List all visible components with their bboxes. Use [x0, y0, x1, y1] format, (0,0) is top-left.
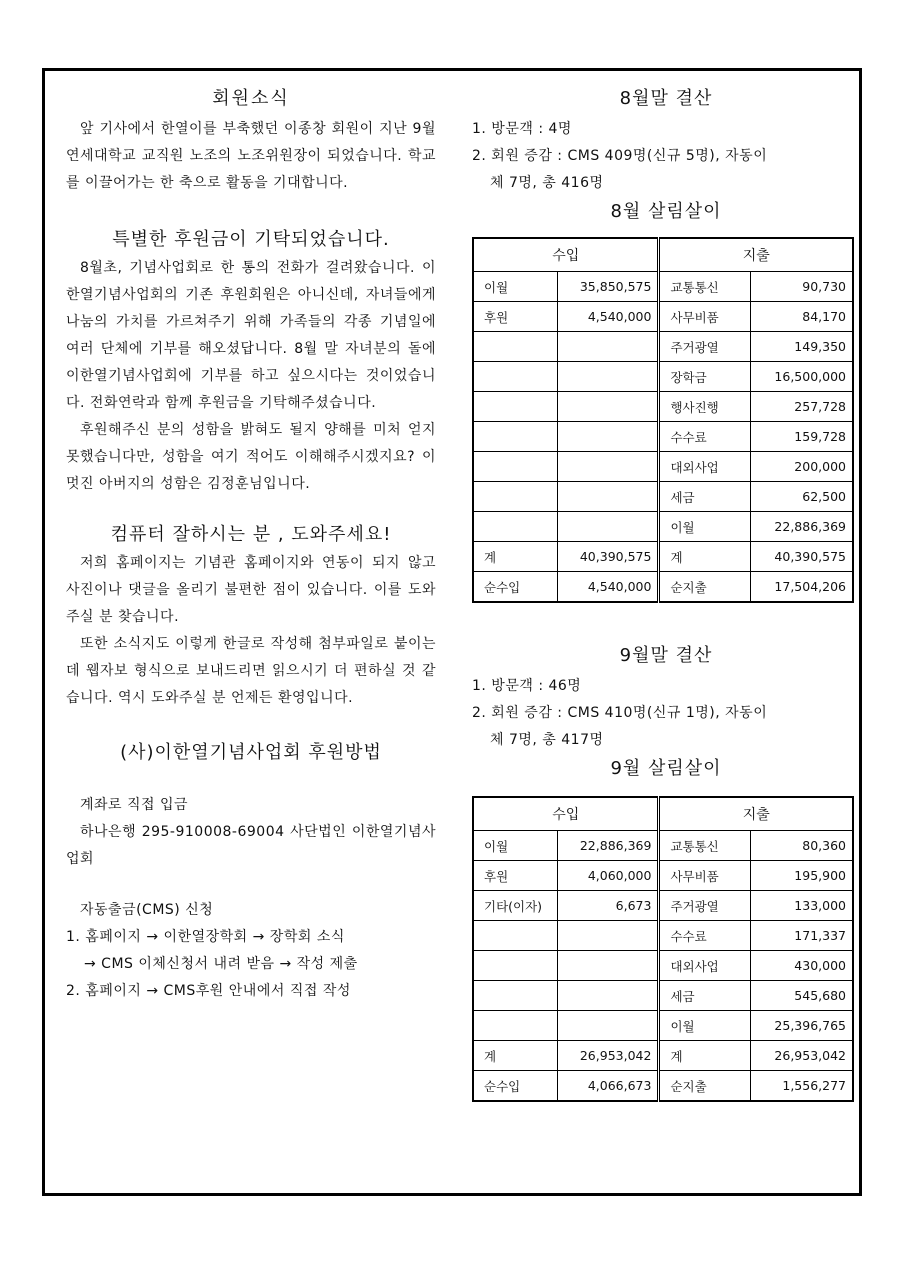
expense-item-amount: 26,953,042: [750, 1041, 853, 1071]
income-item-label: 이월: [473, 831, 558, 861]
income-item-amount: 4,540,000: [558, 302, 659, 332]
cms-step-1: 1. 홈페이지 → 이한열장학회 → 장학회 소식: [66, 929, 345, 945]
expense-item-amount: 80,360: [750, 831, 853, 861]
table-row: [473, 861, 853, 891]
expense-item-amount: 62,500: [750, 482, 853, 512]
income-item-label: [473, 981, 558, 1011]
expense-item-label: 세금: [659, 981, 750, 1011]
direct-deposit-label: 계좌로 직접 입금: [80, 797, 189, 813]
donation-title: 특별한 후원금이 기탁되었습니다.: [112, 229, 390, 250]
expense-item-amount: 200,000: [750, 452, 853, 482]
sep-settlement-title: 9월말 결산: [619, 645, 713, 666]
sep-ledger-title: 9월 살림살이: [610, 758, 722, 779]
income-item-label: [473, 951, 558, 981]
income-item-amount: [558, 1011, 659, 1041]
right-column: [472, 84, 860, 1102]
member-news-text: 앞 기사에서 한열이를 부축했던 이종창 회원이 지난 9월 연세대학교 교직원 노조의 노조위원장이 되었습니다. 학교를 이끌어가는 한 축으로 활동을 기대합니다.: [66, 121, 436, 191]
income-item-label: 기타(이자): [473, 891, 558, 921]
computer-help-title: 컴퓨터 잘하시는 분 , 도와주세요!: [110, 524, 392, 545]
expense-item-label: 사무비품: [659, 302, 750, 332]
expense-item-amount: 90,730: [750, 272, 853, 302]
left-column: [66, 84, 436, 1005]
support-method-title: (사)이한열기념사업회 후원방법: [120, 742, 382, 763]
income-item-label: [473, 392, 558, 422]
expense-item-label: 수수료: [659, 921, 750, 951]
expense-item-label: 주거광열: [659, 891, 750, 921]
expense-item-label: 교통통신: [659, 831, 750, 861]
table-row: [473, 542, 853, 572]
sep-members-cont: 체 7명, 총 417명: [490, 732, 604, 748]
income-item-amount: 40,390,575: [558, 542, 659, 572]
expense-item-label: 세금: [659, 482, 750, 512]
expense-header: 지출: [659, 797, 853, 831]
income-item-amount: [558, 482, 659, 512]
table-row: [473, 831, 853, 861]
aug-settlement-title: 8월말 결산: [619, 88, 713, 109]
income-item-label: 후원: [473, 302, 558, 332]
expense-item-amount: 257,728: [750, 392, 853, 422]
income-item-amount: 26,953,042: [558, 1041, 659, 1071]
expense-item-label: 주거광열: [659, 332, 750, 362]
expense-item-amount: 171,337: [750, 921, 853, 951]
expense-item-label: 계: [659, 542, 750, 572]
income-item-amount: [558, 362, 659, 392]
sep-members: 2. 회원 증감 : CMS 410명(신규 1명), 자동이: [472, 705, 768, 721]
support-method-section: [66, 738, 436, 1005]
income-item-amount: 4,060,000: [558, 861, 659, 891]
income-item-label: [473, 422, 558, 452]
expense-item-amount: 159,728: [750, 422, 853, 452]
income-item-amount: 35,850,575: [558, 272, 659, 302]
sep-visitors: 1. 방문객 : 46명: [472, 678, 582, 694]
expense-item-amount: 16,500,000: [750, 362, 853, 392]
expense-item-label: 이월: [659, 512, 750, 542]
aug-settlement-section: [472, 84, 860, 603]
aug-ledger-table: [472, 237, 854, 603]
expense-item-label: 계: [659, 1041, 750, 1071]
table-row: [473, 921, 853, 951]
table-row: [473, 891, 853, 921]
computer-help-text-2: 또한 소식지도 이렇게 한글로 작성해 첨부파일로 붙이는데 웹자보 형식으로 보내드리면 읽으시기 더 편하실 것 같습니다. 역시 도와주실 분 언제든 환영입니다.: [66, 636, 436, 706]
income-item-amount: 22,886,369: [558, 831, 659, 861]
cms-step-2: 2. 홈페이지 → CMS후원 안내에서 직접 작성: [66, 983, 351, 999]
income-item-label: 후원: [473, 861, 558, 891]
income-item-label: [473, 921, 558, 951]
income-item-amount: [558, 921, 659, 951]
income-header: 수입: [473, 238, 659, 272]
income-item-label: [473, 332, 558, 362]
aug-members: 2. 회원 증감 : CMS 409명(신규 5명), 자동이: [472, 148, 768, 164]
expense-item-label: 사무비품: [659, 861, 750, 891]
table-row: [473, 302, 853, 332]
expense-item-amount: 1,556,277: [750, 1071, 853, 1102]
aug-members-cont: 체 7명, 총 416명: [490, 175, 604, 191]
expense-item-label: 순지출: [659, 1071, 750, 1102]
income-item-amount: 4,066,673: [558, 1071, 659, 1102]
table-row: [473, 392, 853, 422]
expense-item-amount: 84,170: [750, 302, 853, 332]
table-row: [473, 332, 853, 362]
computer-help-text-1: 저희 홈페이지는 기념관 홈페이지와 연동이 되지 않고 사진이나 댓글을 올리기 불편한 점이 있습니다. 이를 도와주실 분 찾습니다.: [66, 555, 436, 625]
income-item-label: 이월: [473, 272, 558, 302]
expense-item-label: 이월: [659, 1011, 750, 1041]
income-item-amount: [558, 332, 659, 362]
expense-item-amount: 40,390,575: [750, 542, 853, 572]
table-row: [473, 422, 853, 452]
expense-item-label: 행사진행: [659, 392, 750, 422]
sep-ledger-table: [472, 796, 854, 1102]
table-row: [473, 1041, 853, 1071]
expense-header: 지출: [659, 238, 853, 272]
table-row: [473, 482, 853, 512]
sep-settlement-section: [472, 641, 860, 1102]
income-item-label: [473, 512, 558, 542]
income-item-amount: [558, 392, 659, 422]
table-row: [473, 512, 853, 542]
expense-item-amount: 430,000: [750, 951, 853, 981]
table-row: [473, 981, 853, 1011]
expense-item-amount: 25,396,765: [750, 1011, 853, 1041]
expense-item-amount: 22,886,369: [750, 512, 853, 542]
cms-step-1-cont: → CMS 이체신청서 내려 받음 → 작성 제출: [84, 956, 358, 972]
table-row: [473, 951, 853, 981]
expense-item-label: 대외사업: [659, 951, 750, 981]
expense-item-label: 수수료: [659, 422, 750, 452]
income-item-label: 계: [473, 542, 558, 572]
income-item-label: [473, 482, 558, 512]
income-item-label: 순수입: [473, 1071, 558, 1102]
income-item-amount: [558, 422, 659, 452]
expense-item-amount: 133,000: [750, 891, 853, 921]
table-row: [473, 572, 853, 603]
expense-item-amount: 17,504,206: [750, 572, 853, 603]
income-item-amount: [558, 512, 659, 542]
member-news-title: 회원소식: [212, 88, 290, 109]
income-item-label: [473, 1011, 558, 1041]
table-row: [473, 1071, 853, 1102]
income-item-amount: [558, 452, 659, 482]
computer-help-section: [66, 520, 436, 712]
income-item-label: 순수입: [473, 572, 558, 603]
income-item-label: 계: [473, 1041, 558, 1071]
income-item-amount: [558, 981, 659, 1011]
table-row: [473, 452, 853, 482]
income-item-amount: 6,673: [558, 891, 659, 921]
donation-text-2: 후원해주신 분의 성함을 밝혀도 될지 양해를 미처 얻지 못했습니다만, 성함을 여기 적어도 이해해주시겠지요? 이 멋진 아버지의 성함은 김정훈님입니다.: [66, 422, 436, 492]
bank-account: 하나은행 295-910008-69004 사단법인 이한열기념사업회: [66, 824, 436, 867]
expense-item-label: 순지출: [659, 572, 750, 603]
expense-item-label: 장학금: [659, 362, 750, 392]
expense-item-label: 대외사업: [659, 452, 750, 482]
table-row: [473, 272, 853, 302]
income-item-label: [473, 362, 558, 392]
expense-item-amount: 195,900: [750, 861, 853, 891]
income-item-amount: 4,540,000: [558, 572, 659, 603]
expense-item-label: 교통통신: [659, 272, 750, 302]
table-row: [473, 1011, 853, 1041]
donation-section: [66, 225, 436, 498]
aug-ledger-title: 8월 살림살이: [610, 201, 722, 222]
aug-visitors: 1. 방문객 : 4명: [472, 121, 572, 137]
expense-item-amount: 149,350: [750, 332, 853, 362]
donation-text-1: 8월초, 기념사업회로 한 통의 전화가 걸려왔습니다. 이한열기념사업회의 기존 후원회원은 아니신데, 자녀들에게 나눔의 가치를 가르쳐주기 위해 가족들의 각종 기념일에 여러 단체에 기부를 해오셨답니다. 8월 말 자녀분의 돌에 이한열기념사업회에 기부를 하고 싶으시다는 것이었습니다. 전화연락과 함께 후원금을 기탁해주셨습니다.: [66, 260, 436, 411]
income-item-amount: [558, 951, 659, 981]
income-header: 수입: [473, 797, 659, 831]
cms-label: 자동출금(CMS) 신청: [80, 902, 214, 918]
income-item-label: [473, 452, 558, 482]
member-news-section: [66, 84, 436, 197]
table-row: [473, 362, 853, 392]
expense-item-amount: 545,680: [750, 981, 853, 1011]
